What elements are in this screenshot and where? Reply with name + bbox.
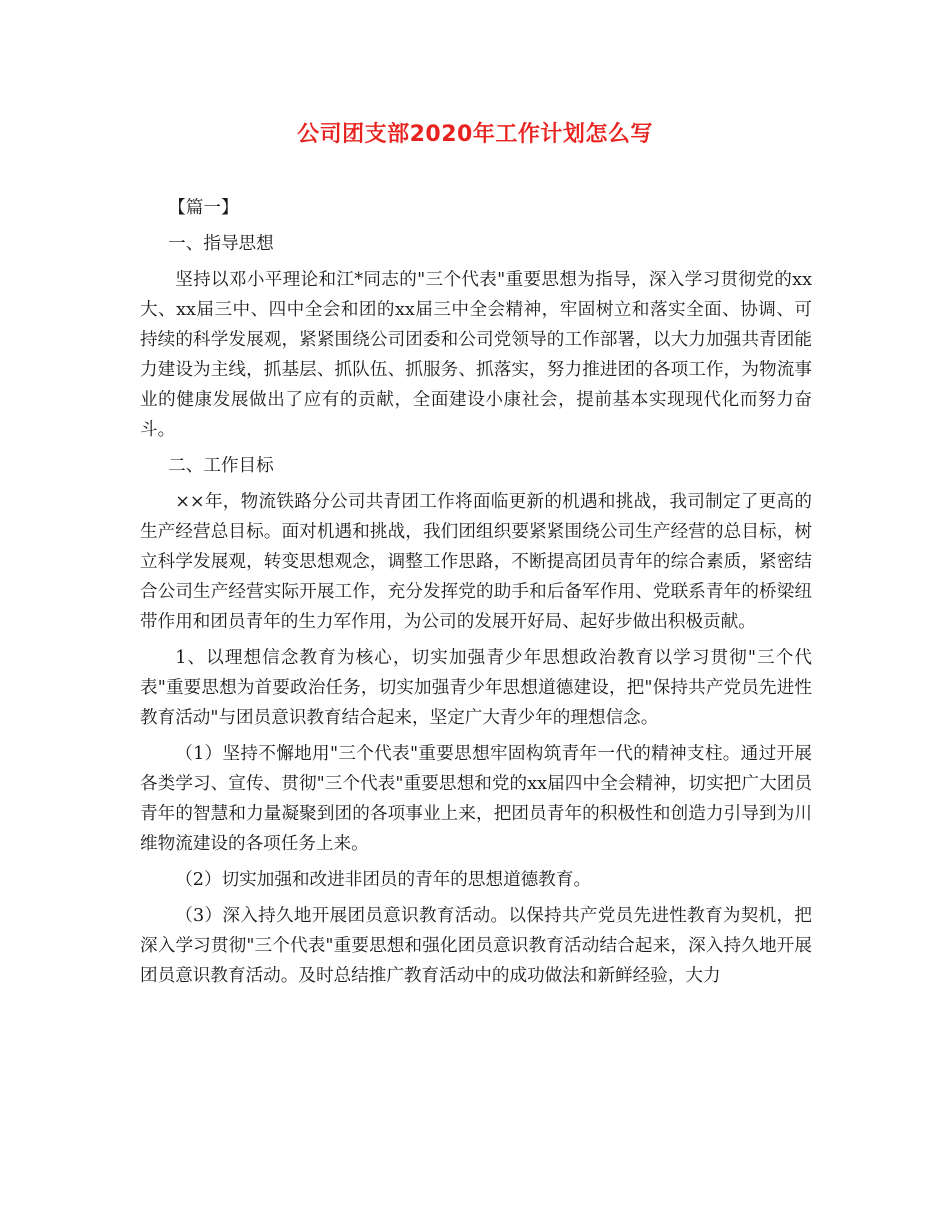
heading-work-goals: 二、工作目标 [168,456,274,476]
paragraph-work-goals: ××年，物流铁路分公司共青团工作将面临更新的机遇和挑战，我司制定了更高的生产经营总目标。面对机遇和挑战，我们团组织要紧紧围绕公司生产经营的总目标，树立科学发展观，转变思想观念，调整工作思路，不断提高团员青年的综合素质，紧密结合公司生产经营实际开展工作，充分发挥党的助手和后备军作用、党联系青年的桥梁纽带作用和团员青年的生力军作用，为公司的发展开好局、起好步做出积极贡献。 [140,492,812,632]
document-title: 公司团支部2020年工作计划怎么写 [297,122,653,147]
document-body [140,193,812,997]
paragraph-item-1: 1、以理想信念教育为核心，切实加强青少年思想政治教育以学习贯彻"三个代表"重要思想为首要政治任务，切实加强青少年思想道德建设，把"保持共产党员先进性教育活动"与团员意识教育结合起来，坚定广大青少年的理想信念。 [140,648,812,728]
paragraph-subitem-3: （3）深入持久地开展团员意识教育活动。以保持共产党员先进性教育为契机，把深入学习贯彻"三个代表"重要思想和强化团员意识教育活动结合起来，深入持久地开展团员意识教育活动。及时总结推广教育活动中的成功做法和新鲜经验，大力 [140,906,812,986]
heading-guiding-ideology: 一、指导思想 [168,234,274,254]
paragraph-subitem-1: （1）坚持不懈地用"三个代表"重要思想牢固构筑青年一代的精神支柱。通过开展各类学习、宣传、贯彻"三个代表"重要思想和党的xx届四中全会精神，切实把广大团员青年的智慧和力量凝聚到团的各项事业上来，把团员青年的积极性和创造力引导到为川维物流建设的各项任务上来。 [140,744,812,854]
paragraph-subitem-2: （2）切实加强和改进非团员的青年的思想道德教育。 [175,870,592,890]
paragraph-guiding-ideology: 坚持以邓小平理论和江*同志的"三个代表"重要思想为指导，深入学习贯彻党的xx大、xx届三中、四中全会和团的xx届三中全会精神，牢固树立和落实全面、协调、可持续的科学发展观，紧紧围绕公司团委和公司党领导的工作部署，以大力加强共青团能力建设为主线，抓基层、抓队伍、抓服务、抓落实，努力推进团的各项工作，为物流事业的健康发展做出了应有的贡献，全面建设小康社会，提前基本实现现代化而努力奋斗。 [140,270,812,440]
section-heading-part-one: 【篇一】 [168,198,239,218]
